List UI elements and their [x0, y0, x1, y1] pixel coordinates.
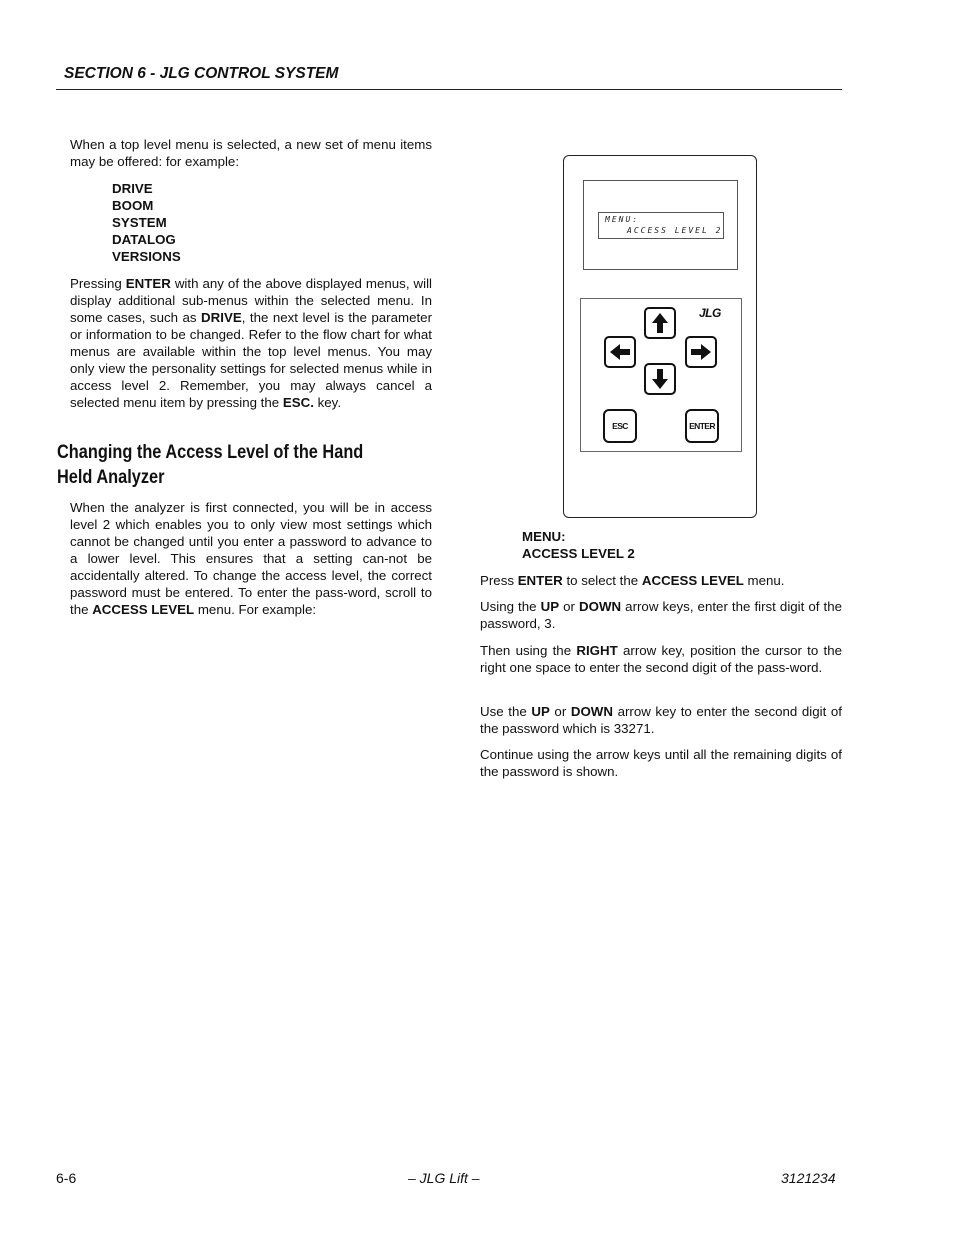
footer-center: – JLG Lift – — [408, 1170, 480, 1186]
section-title: SECTION 6 - JLG CONTROL SYSTEM — [64, 65, 339, 82]
display-line-1: MENU: — [605, 215, 640, 224]
page-number: 6-6 — [56, 1170, 77, 1186]
menu-item-list — [112, 180, 181, 265]
analyzer-display — [598, 212, 724, 239]
enter-key[interactable]: ENTER — [685, 409, 719, 443]
access-level-paragraph: When the analyzer is first connected, you will be in access level 2 which enables you to only view most settings which cannot be changed until you enter a password to advance to a lower level. This ensures that a setting can-not be accidentally altered. To change the access level, the correct password must be entered. To enter the pass-word, scroll to the ACCESS LEVEL menu. For example: — [70, 500, 432, 617]
step-5-paragraph: Continue using the arrow keys until all the remaining digits of the password is shown. — [480, 747, 842, 779]
arrow-down-icon — [650, 368, 670, 390]
esc-key[interactable]: ESC — [603, 409, 637, 443]
step-2-paragraph: Using the UP or DOWN arrow keys, enter the first digit of the password, 3. — [480, 599, 842, 631]
step-4-paragraph: Use the UP or DOWN arrow key to enter the second digit of the password which is 33271. — [480, 704, 842, 736]
header-divider — [56, 89, 842, 90]
figure-caption: MENU: ACCESS LEVEL 2 — [522, 529, 635, 561]
list-item: DRIVE — [112, 181, 153, 196]
down-arrow-key[interactable] — [644, 363, 676, 395]
step-3-paragraph: Then using the RIGHT arrow key, position the cursor to the right one space to enter the second digit of the pass-word. — [480, 643, 843, 675]
arrow-left-icon — [609, 342, 631, 362]
jlg-logo: JLG — [699, 306, 721, 320]
list-item: SYSTEM — [112, 215, 167, 230]
intro-paragraph: When a top level menu is selected, a new set of menu items may be offered: for example: — [70, 137, 432, 169]
right-arrow-key[interactable] — [685, 336, 717, 368]
arrow-right-icon — [690, 342, 712, 362]
left-arrow-key[interactable] — [604, 336, 636, 368]
section-heading: Changing the Access Level of the Hand Held Analyzer — [57, 442, 364, 488]
display-line-2: ACCESS LEVEL 2 — [627, 226, 723, 235]
document-number: 3121234 — [781, 1170, 836, 1186]
arrow-up-icon — [650, 312, 670, 334]
list-item: VERSIONS — [112, 249, 181, 264]
enter-paragraph: Pressing ENTER with any of the above displayed menus, will display additional sub-menus within the selected menu. In some cases, such as DRIVE, the next level is the parameter or information to be changed. Refer to the flow chart for what menus are available within the top level menus. You may only view the personality settings for selected menus while in access level 2. Remember, you may always cancel a selected menu item by pressing the ESC. key. — [70, 276, 432, 410]
list-item: DATALOG — [112, 232, 176, 247]
list-item: BOOM — [112, 198, 154, 213]
up-arrow-key[interactable] — [644, 307, 676, 339]
step-1-paragraph: Press ENTER to select the ACCESS LEVEL menu. — [480, 573, 785, 588]
